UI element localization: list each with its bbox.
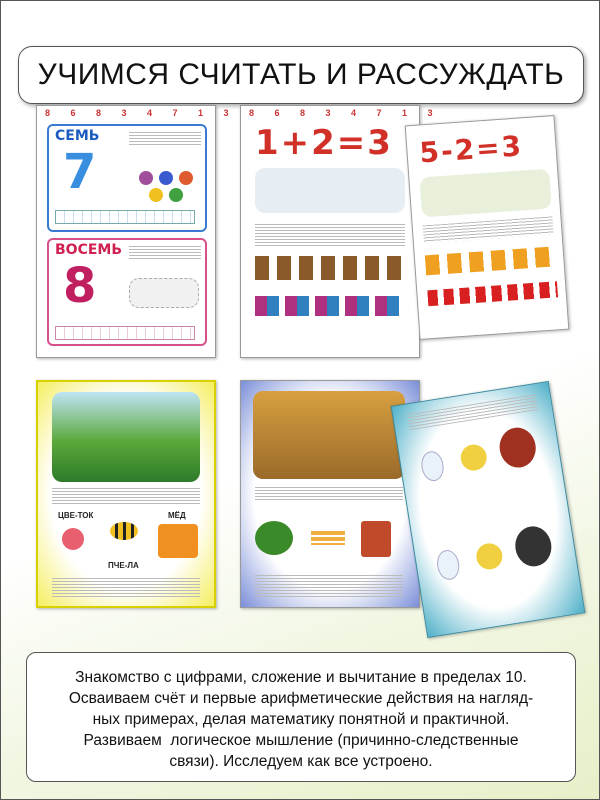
digit-row: 8 6 8 3 4 7 1 3	[249, 108, 442, 118]
text-block	[52, 488, 200, 504]
book-page-subtraction	[405, 115, 570, 340]
workshop-illustration	[253, 391, 405, 479]
page-title: УЧИМСЯ СЧИТАТЬ И РАССУЖДАТЬ	[18, 46, 584, 104]
eight-section	[47, 238, 207, 346]
description-box	[26, 652, 576, 782]
egg-icon	[419, 450, 445, 483]
hen-icon	[512, 524, 554, 569]
cherries-row	[427, 281, 558, 306]
description-line: Осваиваем счёт и первые арифметические действия на нагляд-	[68, 690, 534, 707]
description-line: Развиваем логическое мышление (причинно-следственные	[83, 732, 519, 749]
writing-grid	[55, 326, 195, 340]
text-block	[255, 487, 403, 501]
paint-jar	[139, 171, 153, 185]
text-block	[129, 246, 201, 260]
tree-icon	[255, 521, 293, 555]
book-page-bee	[36, 380, 216, 608]
chick-icon	[459, 443, 489, 473]
bows-row	[255, 296, 405, 316]
egg-icon	[435, 548, 461, 581]
paint-jar	[179, 171, 193, 185]
bee-icon	[110, 522, 138, 540]
text-block	[129, 132, 201, 146]
text-block	[52, 578, 200, 598]
paint-jar	[149, 188, 163, 202]
writing-grid	[55, 210, 195, 224]
text-block	[255, 224, 405, 248]
objects-row	[255, 256, 405, 280]
text-block	[423, 216, 554, 243]
book-page-seven-eight	[36, 105, 238, 358]
description-line: Знакомство с цифрами, сложение и вычитание в пределах 10.	[75, 669, 527, 686]
boards-icon	[311, 531, 345, 545]
seven-label: СЕМЬ	[55, 128, 100, 144]
seven-digit: 7	[63, 144, 97, 200]
chair-icon	[361, 521, 391, 557]
paint-jar	[159, 171, 173, 185]
eight-label: ВОСЕМЬ	[55, 242, 123, 258]
meadow-illustration	[52, 392, 200, 482]
seven-section	[47, 124, 207, 232]
digit-row: 8 6 8 3 4 7 1 3	[45, 108, 238, 118]
rooster-icon	[497, 425, 539, 470]
word-bee: ПЧЕ-ЛА	[108, 561, 139, 570]
description-line: связи). Исследуем как все устроено.	[169, 753, 433, 770]
illustration	[419, 169, 551, 218]
paint-jar	[169, 188, 183, 202]
flower-icon	[62, 528, 84, 550]
subtraction-equation: 5-2=3	[418, 129, 525, 170]
book-page-addition	[240, 105, 442, 358]
honeycomb-icon	[158, 524, 198, 558]
description-line: ных примерах, делая математику понятной и практичной.	[92, 711, 510, 728]
pears-row	[425, 246, 556, 275]
eight-digit: 8	[63, 258, 97, 314]
word-honey: МЁД	[168, 511, 186, 520]
cookies-illustration	[129, 278, 199, 308]
text-block	[255, 575, 403, 597]
chick-icon	[474, 541, 504, 571]
text-block	[407, 394, 538, 430]
addition-equation: 1+2=3	[255, 123, 393, 163]
cats-illustration	[255, 168, 405, 213]
word-flower: ЦВЕ-ТОК	[58, 511, 94, 520]
